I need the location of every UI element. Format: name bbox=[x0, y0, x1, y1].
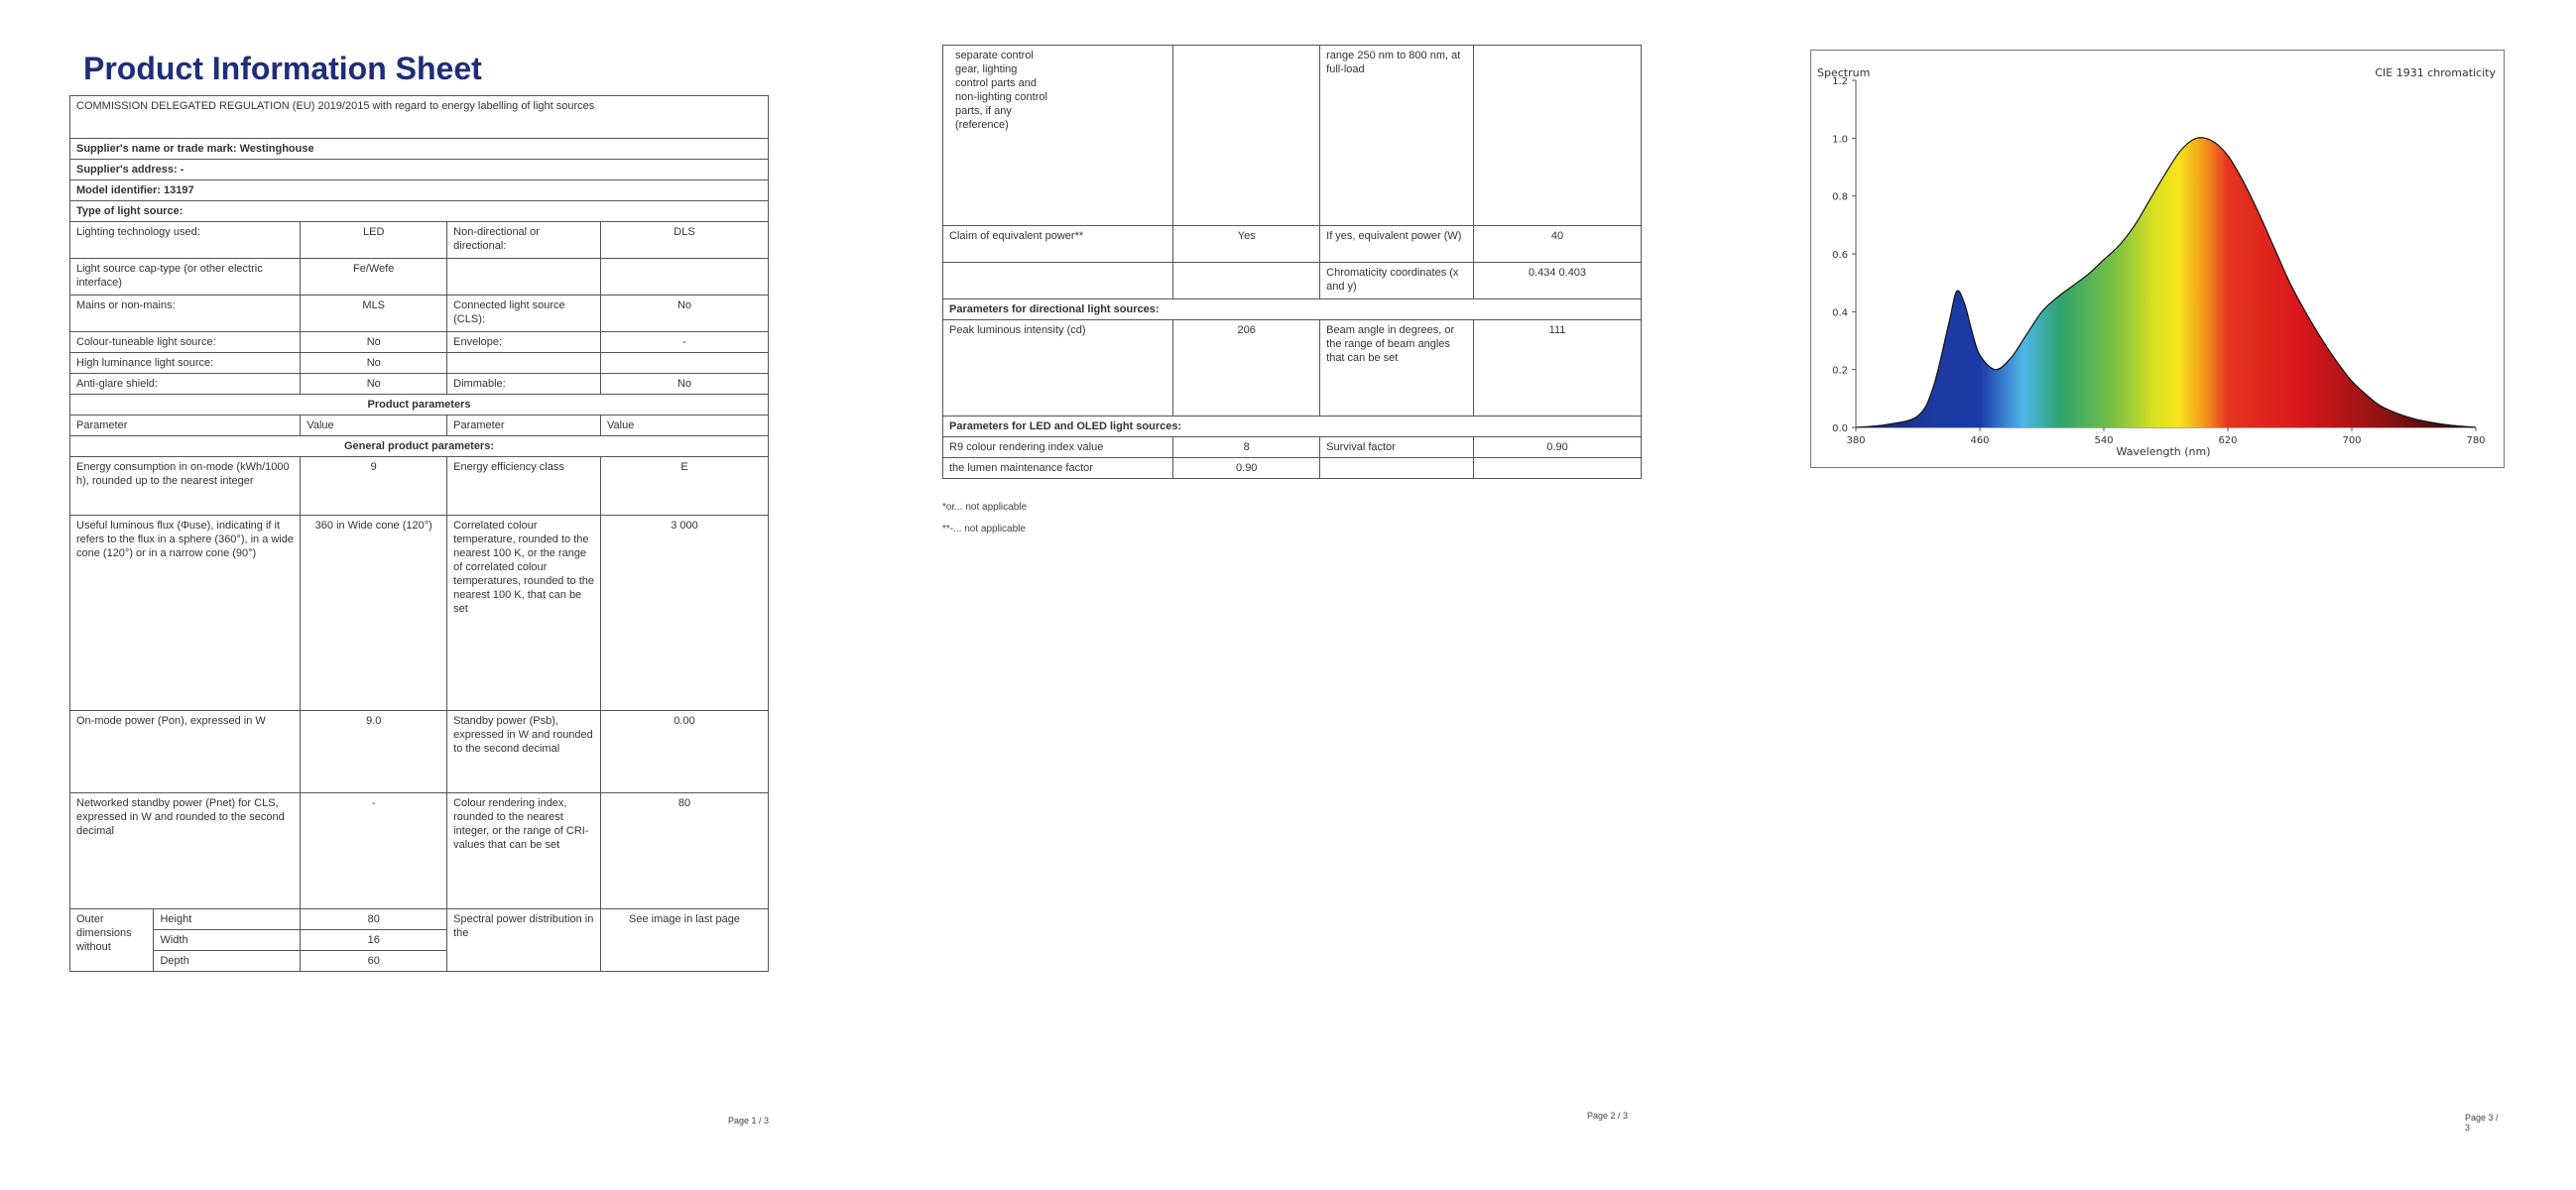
col-header: Parameter bbox=[447, 416, 601, 436]
supplier-address: Supplier's address: - bbox=[70, 160, 769, 180]
regulation-text: COMMISSION DELEGATED REGULATION (EU) 2019/2015 with regard to energy labelling of light sources bbox=[70, 96, 769, 139]
cell: 111 bbox=[1474, 320, 1642, 416]
cell: Yes bbox=[1173, 226, 1320, 263]
y-tick-label: 1.2 bbox=[1832, 76, 1848, 87]
cell: 360 in Wide cone (120°) bbox=[301, 516, 447, 711]
cell: Envelope: bbox=[447, 332, 601, 353]
cell: Mains or non-mains: bbox=[70, 296, 301, 332]
cell: Standby power (Psb), expressed in W and rounded to the second decimal bbox=[447, 711, 601, 793]
cell: Non-directional or directional: bbox=[447, 222, 601, 259]
page-2 bbox=[942, 45, 1642, 600]
col-header: Value bbox=[301, 416, 447, 436]
cell: range 250 nm to 800 nm, at full-load bbox=[1320, 46, 1474, 226]
cell: Networked standby power (Pnet) for CLS, expressed in W and rounded to the second decimal bbox=[70, 793, 301, 909]
product-info-table bbox=[69, 95, 769, 909]
cell: Peak luminous intensity (cd) bbox=[943, 320, 1173, 416]
cell: 0.434 0.403 bbox=[1474, 263, 1642, 299]
spectrum-area bbox=[1856, 138, 2476, 427]
cell: 40 bbox=[1474, 226, 1642, 263]
cell: Chromaticity coordinates (x and y) bbox=[1320, 263, 1474, 299]
cell: LED bbox=[301, 222, 447, 259]
cell: Claim of equivalent power** bbox=[943, 226, 1173, 263]
cell bbox=[1173, 263, 1320, 299]
light-source-type: Type of light source: bbox=[70, 201, 769, 222]
cell: R9 colour rendering index value bbox=[943, 437, 1173, 458]
cell: Dimmable: bbox=[447, 374, 601, 395]
cell: - bbox=[301, 793, 447, 909]
col-header: Value bbox=[601, 416, 769, 436]
y-tick-label: 0.0 bbox=[1832, 423, 1848, 434]
cell: 206 bbox=[1173, 320, 1320, 416]
cell: E bbox=[601, 457, 769, 516]
dimension-value: 80 bbox=[301, 909, 447, 930]
y-tick-label: 0.4 bbox=[1832, 307, 1848, 319]
cell: 0.90 bbox=[1173, 458, 1320, 479]
x-tick-label: 380 bbox=[1846, 435, 1866, 446]
cell: On-mode power (Pon), expressed in W bbox=[70, 711, 301, 793]
spectral-value: See image in last page bbox=[601, 909, 769, 972]
cell bbox=[943, 46, 1173, 226]
cell: - bbox=[601, 332, 769, 353]
cell: 9.0 bbox=[301, 711, 447, 793]
cell: No bbox=[601, 296, 769, 332]
cell bbox=[447, 353, 601, 374]
cell: If yes, equivalent power (W) bbox=[1320, 226, 1474, 263]
x-tick-label: 460 bbox=[1970, 435, 1990, 446]
footnote: **-... not applicable bbox=[942, 524, 1026, 535]
cell: Beam angle in degrees, or the range of beam angles that can be set bbox=[1320, 320, 1474, 416]
cell: Energy efficiency class bbox=[447, 457, 601, 516]
y-tick-label: 0.6 bbox=[1832, 250, 1848, 261]
cell: 9 bbox=[301, 457, 447, 516]
cell: Survival factor bbox=[1320, 437, 1474, 458]
footnote: *or... not applicable bbox=[942, 502, 1028, 513]
cell: 80 bbox=[601, 793, 769, 909]
cell: Fe/Wefe bbox=[301, 259, 447, 296]
directional-header: Parameters for directional light sources: bbox=[943, 299, 1642, 320]
page-3 bbox=[1810, 50, 2505, 1132]
cell: 3 000 bbox=[601, 516, 769, 711]
y-ticks bbox=[1832, 76, 1856, 434]
cell: Anti-glare shield: bbox=[70, 374, 301, 395]
cell: Light source cap-type (or other electric interface) bbox=[70, 259, 301, 296]
y-tick-label: 0.8 bbox=[1832, 191, 1848, 203]
dimension-value: 60 bbox=[301, 951, 447, 972]
x-tick-label: 780 bbox=[2466, 435, 2486, 446]
model-identifier: Model identifier: 13197 bbox=[70, 180, 769, 201]
cell: Lighting technology used: bbox=[70, 222, 301, 259]
chart-frame bbox=[1810, 50, 2505, 468]
outer-dimensions-label: Outer dimensions without bbox=[70, 909, 154, 972]
cell: Energy consumption in on-mode (kWh/1000 h), rounded up to the nearest integer bbox=[70, 457, 301, 516]
cell bbox=[1474, 46, 1642, 226]
x-tick-label: 540 bbox=[2094, 435, 2114, 446]
spectrum-chart bbox=[1811, 51, 2504, 467]
cell bbox=[1173, 46, 1320, 226]
page-number: Page 2 / 3 bbox=[1587, 1111, 1629, 1121]
cell: Useful luminous flux (Φuse), indicating if it refers to the flux in a sphere (360°), in a wide cone (120°) or in a narrow cone (90°) bbox=[70, 516, 301, 711]
x-tick-label: 700 bbox=[2342, 435, 2362, 446]
product-params-header: Product parameters bbox=[70, 395, 769, 416]
cell: No bbox=[601, 374, 769, 395]
footnotes bbox=[942, 497, 1642, 540]
cell: No bbox=[301, 332, 447, 353]
page-number: Page 3 / 3 bbox=[2465, 1113, 2499, 1132]
cell: 0.00 bbox=[601, 711, 769, 793]
cell bbox=[601, 259, 769, 296]
general-params-header: General product parameters: bbox=[70, 436, 769, 457]
dimension-label: Width bbox=[154, 930, 301, 951]
cell bbox=[447, 259, 601, 296]
dimension-value: 16 bbox=[301, 930, 447, 951]
chart-legend: CIE 1931 chromaticity bbox=[2375, 66, 2496, 79]
chart-title: Spectrum bbox=[1817, 66, 1871, 79]
cell bbox=[1320, 458, 1474, 479]
cell: the lumen maintenance factor bbox=[943, 458, 1173, 479]
cell-text: separate control gear, lighting control parts and non-lighting control parts, if any (reference) bbox=[955, 50, 1047, 131]
cell: Connected light source (CLS): bbox=[447, 296, 601, 332]
cell bbox=[1474, 458, 1642, 479]
product-info-table-cont bbox=[942, 45, 1642, 479]
dimensions-table bbox=[69, 908, 769, 972]
cell: 0.90 bbox=[1474, 437, 1642, 458]
dimension-label: Depth bbox=[154, 951, 301, 972]
cell bbox=[943, 263, 1173, 299]
cell: High luminance light source: bbox=[70, 353, 301, 374]
cell: No bbox=[301, 353, 447, 374]
col-header: Parameter bbox=[70, 416, 301, 436]
x-axis-label: Wavelength (nm) bbox=[2116, 445, 2211, 458]
cell: Colour-tuneable light source: bbox=[70, 332, 301, 353]
cell: 8 bbox=[1173, 437, 1320, 458]
page-number: Page 1 / 3 bbox=[727, 1116, 769, 1126]
cell bbox=[601, 353, 769, 374]
page-1 bbox=[69, 45, 769, 1126]
x-tick-label: 620 bbox=[2218, 435, 2238, 446]
y-tick-label: 1.0 bbox=[1832, 134, 1848, 146]
y-tick-label: 0.2 bbox=[1832, 365, 1848, 377]
cell: MLS bbox=[301, 296, 447, 332]
cell: Colour rendering index, rounded to the nearest integer, or the range of CRI-values that can be set bbox=[447, 793, 601, 909]
cell: No bbox=[301, 374, 447, 395]
spectral-label: Spectral power distribution in the bbox=[447, 909, 601, 972]
led-header: Parameters for LED and OLED light sources: bbox=[943, 416, 1642, 437]
supplier-name: Supplier's name or trade mark: Westinghouse bbox=[70, 139, 769, 160]
page-title: Product Information Sheet bbox=[83, 51, 482, 86]
x-ticks bbox=[1846, 427, 2485, 446]
cell: DLS bbox=[601, 222, 769, 259]
cell: Correlated colour temperature, rounded to the nearest 100 K, or the range of correlated colour temperatures, rounded to the nearest 100 K, that can be set bbox=[447, 516, 601, 711]
dimension-label: Height bbox=[154, 909, 301, 930]
